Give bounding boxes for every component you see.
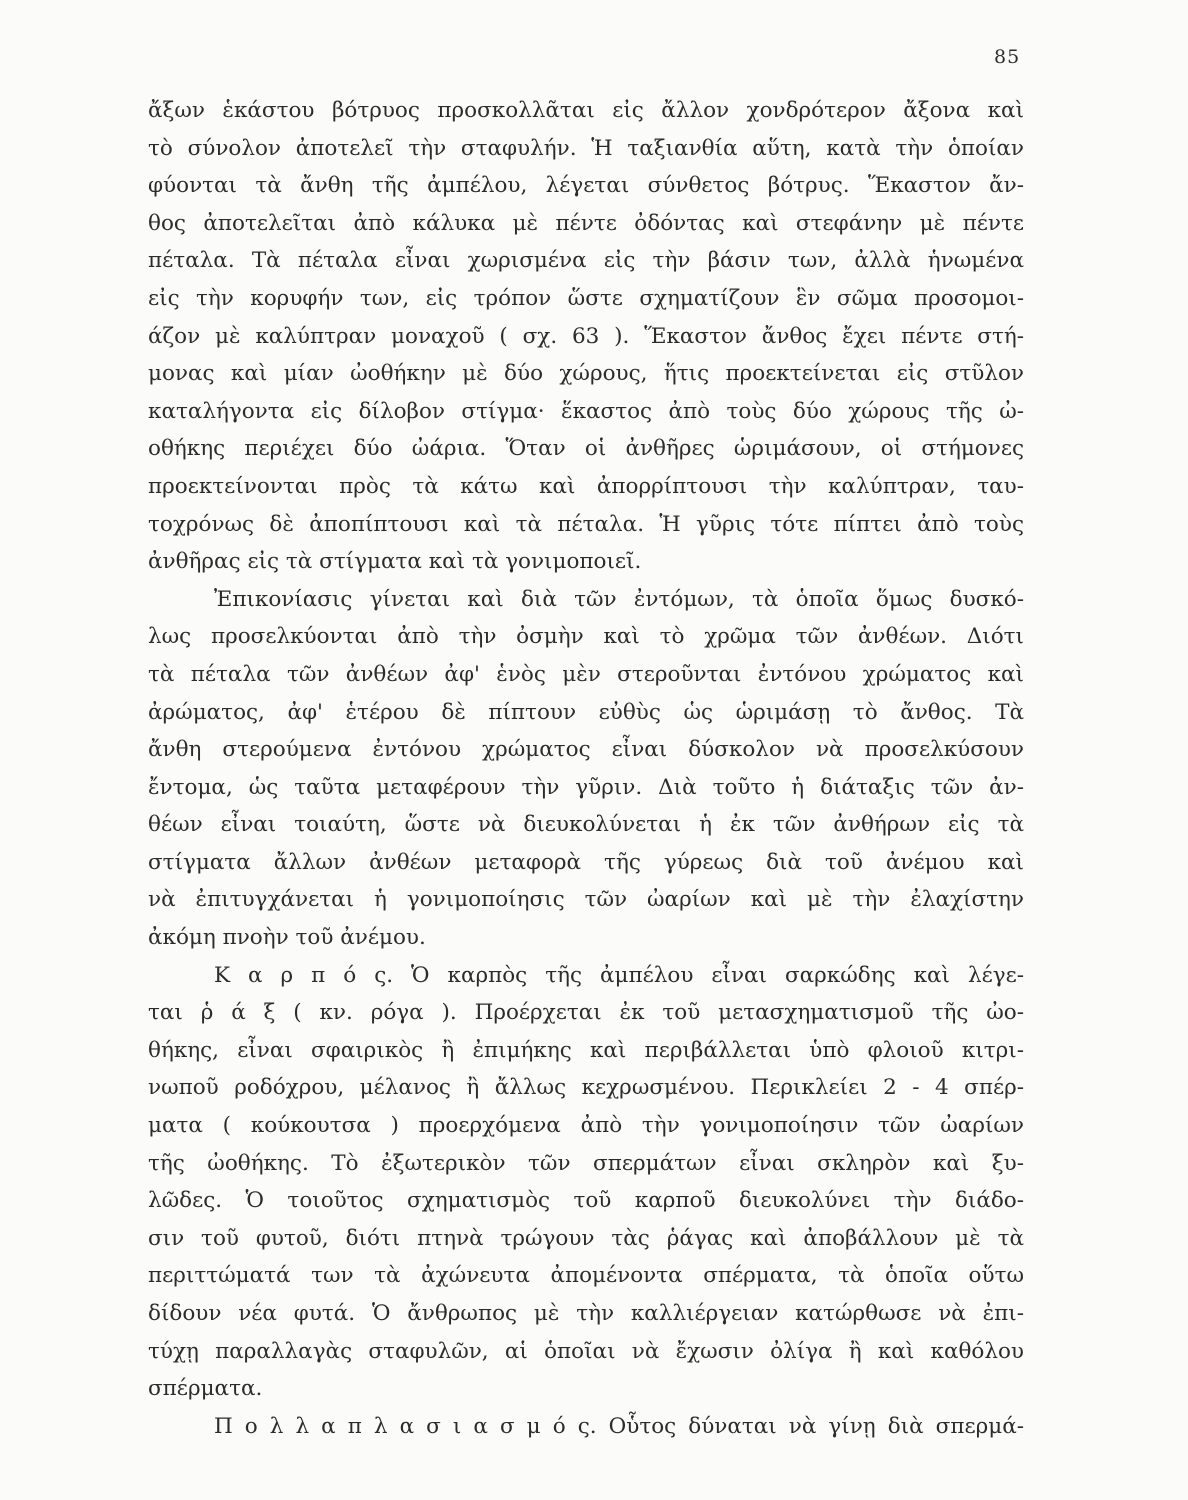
text-line: ἔντομα, ὡς ταῦτα μεταφέρουν τὴν γῦριν. Διὰ τοῦτο ἡ διάταξις τῶν ἀν- <box>148 774 1024 800</box>
text-line: ται ῥ ά ξ ( κν. ρόγα ). Προέρχεται ἐκ τοῦ μετασχηματισμοῦ τῆς ὠο- <box>148 1000 1024 1026</box>
text-line: Κ α ρ π ό ς. Ὁ καρπὸς τῆς ἀμπέλου εἶναι σαρκώδης καὶ λέγε- <box>214 962 1024 988</box>
text-line: μονας καὶ μίαν ὠοθήκην μὲ δύο χώρους, ἥτις προεκτείνεται εἰς στῦλον <box>148 361 1024 387</box>
text-line: πέταλα. Τὰ πέταλα εἶναι χωρισμένα εἰς τὴν βάσιν των, ἀλλὰ ἡνωμένα <box>148 248 1024 274</box>
text-line: θέων εἶναι τοιαύτη, ὥστε νὰ διευκολύνεται ἡ ἐκ τῶν ἀνθήρων εἰς τὰ <box>148 812 1024 838</box>
text-line: σιν τοῦ φυτοῦ, διότι πτηνὰ τρώγουν τὰς ῥάγας καὶ ἀποβάλλουν μὲ τὰ <box>148 1225 1024 1251</box>
text-line: οθήκης περιέχει δύο ὠάρια. Ὅταν οἱ ἀνθῆρες ὡριμάσουν, οἱ στήμονες <box>148 436 1024 462</box>
text-line: τὸ σύνολον ἀποτελεῖ τὴν σταφυλήν. Ἡ ταξιανθία αὕτη, κατὰ τὴν ὁποίαν <box>148 135 1024 161</box>
text-line: περιττώματά των τὰ ἀχώνευτα ἀπομένοντα σπέρματα, τὰ ὁποῖα οὕτω <box>148 1263 1024 1289</box>
text-line: εἰς τὴν κορυφήν των, εἰς τρόπον ὥστε σχηματίζουν ἓν σῶμα προσομοι- <box>148 285 1024 311</box>
text-line: ἄνθη στερούμενα ἐντόνου χρώματος εἶναι δύσκολον νὰ προσελκύσουν <box>148 737 1024 763</box>
text-line: ἀκόμη πνοὴν τοῦ ἀνέμου. <box>148 925 426 951</box>
text-line: θος ἀποτελεῖται ἀπὸ κάλυκα μὲ πέντε ὀδόντας καὶ στεφάνην μὲ πέντε <box>148 210 1024 236</box>
text-line: τῆς ὠοθήκης. Τὸ ἐξωτερικὸν τῶν σπερμάτων εἶναι σκληρὸν καὶ ξυ- <box>148 1150 1024 1176</box>
text-line: ἀρώματος, ἀφ' ἑτέρου δὲ πίπτουν εὐθὺς ὡς ὡριμάσῃ τὸ ἄνθος. Τὰ <box>148 699 1024 725</box>
text-line: λως προσελκύονται ἀπὸ τὴν ὀσμὴν καὶ τὸ χρῶμα τῶν ἀνθέων. Διότι <box>148 624 1024 650</box>
text-line: φύονται τὰ ἄνθη τῆς ἀμπέλου, λέγεται σύνθετος βότρυς. Ἕκαστον ἄν- <box>148 173 1024 199</box>
text-line: θήκης, εἶναι σφαιρικὸς ἢ ἐπιμήκης καὶ περιβάλλεται ὑπὸ φλοιοῦ κιτρι- <box>148 1037 1024 1063</box>
text-line: δίδουν νέα φυτά. Ὁ ἄνθρωπος μὲ τὴν καλλιέργειαν κατώρθωσε νὰ ἐπι- <box>148 1301 1024 1326</box>
text-line: στίγματα ἄλλων ἀνθέων μεταφορὰ τῆς γύρεως διὰ τοῦ ἀνέμου καὶ <box>148 849 1024 875</box>
text-line: τοχρόνως δὲ ἀποπίπτουσι καὶ τὰ πέταλα. Ἡ γῦρις τότε πίπτει ἀπὸ τοὺς <box>148 511 1024 537</box>
text-line: Π ο λ λ α π λ α σ ι α σ μ ό ς. Οὗτος δύναται νὰ γίνῃ διὰ σπερμά- <box>214 1413 1024 1439</box>
text-line: νωποῦ ροδόχρου, μέλανος ἢ ἄλλως κεχρωσμένου. Περικλείει 2 - 4 σπέρ- <box>148 1075 1024 1101</box>
text-line: λῶδες. Ὁ τοιοῦτος σχηματισμὸς τοῦ καρποῦ διευκολύνει τὴν διάδο- <box>148 1188 1024 1214</box>
text-line: σπέρματα. <box>148 1376 263 1402</box>
text-line: καταλήγοντα εἰς δίλοβον στίγμα· ἕκαστος ἀπὸ τοὺς δύο χώρους τῆς ὠ- <box>148 398 1024 424</box>
text-line: τύχῃ παραλλαγὰς σταφυλῶν, αἱ ὁποῖαι νὰ ἔχωσιν ὀλίγα ἢ καὶ καθόλου <box>148 1338 1024 1364</box>
text-line: ἀνθῆρας εἰς τὰ στίγματα καὶ τὰ γονιμοποιεῖ. <box>148 549 642 575</box>
text-line: Ἐπικονίασις γίνεται καὶ διὰ τῶν ἐντόμων, τὰ ὁποῖα ὅμως δυσκό- <box>214 586 1024 612</box>
text-line: άζον μὲ καλύπτραν μοναχοῦ ( σχ. 63 ). Ἕκαστον ἄνθος ἔχει πέντε στή- <box>148 323 1024 349</box>
body-text <box>148 92 1024 1445</box>
text-line: νὰ ἐπιτυγχάνεται ἡ γονιμοποίησις τῶν ὠαρίων καὶ μὲ τὴν ἐλαχίστην <box>148 887 1024 913</box>
page-number: 85 <box>994 46 1021 68</box>
text-line: προεκτείνονται πρὸς τὰ κάτω καὶ ἀπορρίπτουσι τὴν καλύπτραν, ταυ- <box>148 473 1024 499</box>
text-line: ματα ( κούκουτσα ) προερχόμενα ἀπὸ τὴν γονιμοποίησιν τῶν ὠαρίων <box>148 1113 1024 1139</box>
text-line: ἄξων ἑκάστου βότρυος προσκολλᾶται εἰς ἄλλον χονδρότερον ἄξονα καὶ <box>148 98 1024 123</box>
text-line: τὰ πέταλα τῶν ἀνθέων ἀφ' ἑνὸς μὲν στεροῦνται ἐντόνου χρώματος καὶ <box>148 661 1024 687</box>
